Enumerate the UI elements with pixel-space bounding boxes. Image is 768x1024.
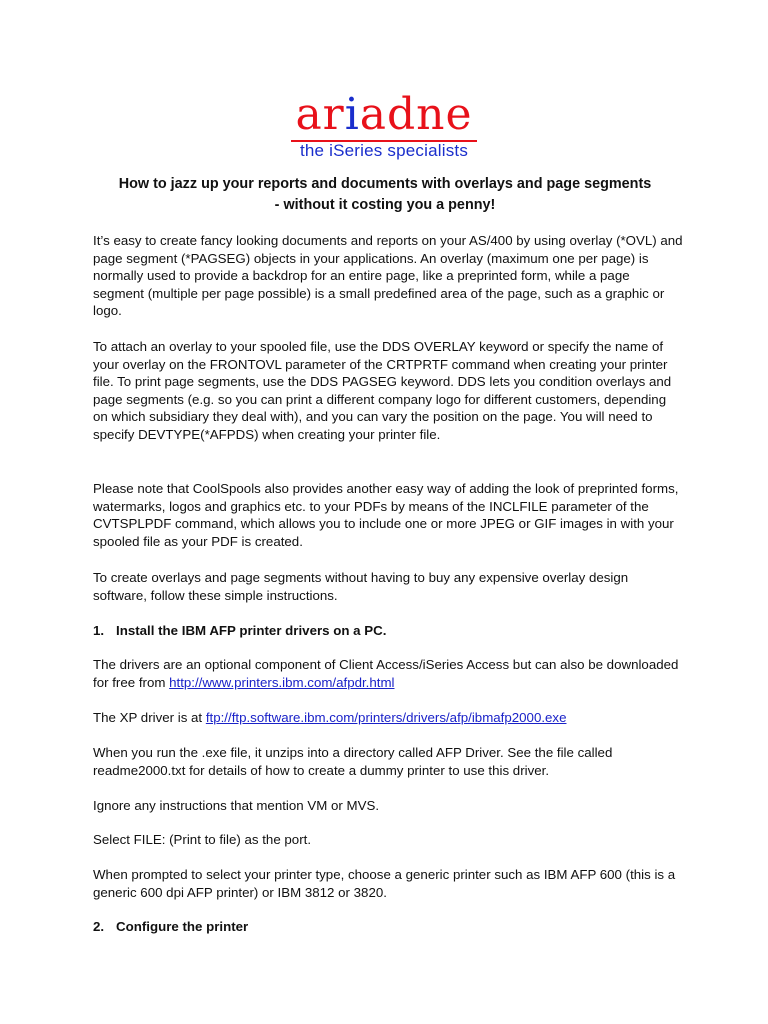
logo-word-i: i <box>344 89 360 140</box>
attach-paragraph: To attach an overlay to your spooled file, use the DDS OVERLAY keyword or specify the name of your overlay on the FRONTOVL parameter of the CRTPRTF command when creating your printer file. To print page segments, use the DDS PAGSEG keyword. DDS lets you condition overlays and page segments (e.g. so you can print a different company logo for different customers, depending on which subsidiary they deal with), and you can vary the position on the page. You will need to specify DEVTYPE(*AFPDS) when creating your printer file. <box>93 339 672 442</box>
exe-paragraph: When you run the .exe file, it unzips into a directory called AFP Driver. See the file called readme2000.txt for details of how to create a dummy printer to use this driver. <box>93 745 613 778</box>
ariadne-logo <box>0 89 768 160</box>
step-1-heading <box>93 622 683 640</box>
title-line-1: How to jazz up your reports and documents with overlays and page segments <box>118 176 652 192</box>
select-port-paragraph: Select FILE: (Print to file) as the port. <box>93 832 312 847</box>
step-2-number: 2. <box>93 919 105 934</box>
printer-type-paragraph: When prompted to select your printer type, choose a generic printer such as IBM AFP 600 (this is a generic 600 dpi AFP printer) or IBM 3812 or 3820. <box>93 867 676 900</box>
xp-driver-link[interactable]: ftp://ftp.software.ibm.com/printers/drivers/afp/ibmafp2000.exe <box>205 710 567 725</box>
xp-driver-text: The XP driver is at <box>93 710 206 725</box>
logo-tagline: the iSeries specialists <box>299 141 469 160</box>
coolspools-paragraph: Please note that CoolSpools also provides another easy way of adding the look of preprinted forms, watermarks, logos and graphics etc. to your PDFs by means of the INCLFILE parameter of the CVTSPLPDF command, which allows you to include one or more JPEG or GIF images in with your spooled file as your PDF is created. <box>93 481 679 549</box>
drivers-text: The drivers are an optional component of Client Access/iSeries Access but can also be downloaded for free from <box>93 657 679 690</box>
logo-wordmark <box>295 89 473 140</box>
intro-paragraph: It’s easy to create fancy looking documents and reports on your AS/400 by using overlay (*OVL) and page segment (*PAGSEG) objects in your applications. An overlay (maximum one per page) is normally used to provide a backdrop for an entire page, like a preprinted form, while a page segment (multiple per page possible) is a small predefined area of the page, such as a graphic or logo. <box>93 233 683 319</box>
logo-word-part2: adne <box>359 89 473 140</box>
ignore-paragraph: Ignore any instructions that mention VM or MVS. <box>93 798 380 813</box>
xp-driver-paragraph <box>93 709 683 727</box>
logo-word-part1: ar <box>295 89 345 140</box>
title-line-2: - without it costing you a penny! <box>274 197 496 213</box>
step-1-label: Install the IBM AFP printer drivers on a PC. <box>116 623 387 638</box>
create-paragraph: To create overlays and page segments without having to buy any expensive overlay design software, follow these simple instructions. <box>93 570 629 603</box>
step-2-label: Configure the printer <box>116 919 249 934</box>
drivers-paragraph <box>93 656 683 691</box>
afp-drivers-link[interactable]: http://www.printers.ibm.com/afpdr.html <box>169 674 395 690</box>
document-title <box>90 174 680 216</box>
step-2-heading <box>93 918 683 936</box>
step-1-number: 1. <box>93 623 105 638</box>
